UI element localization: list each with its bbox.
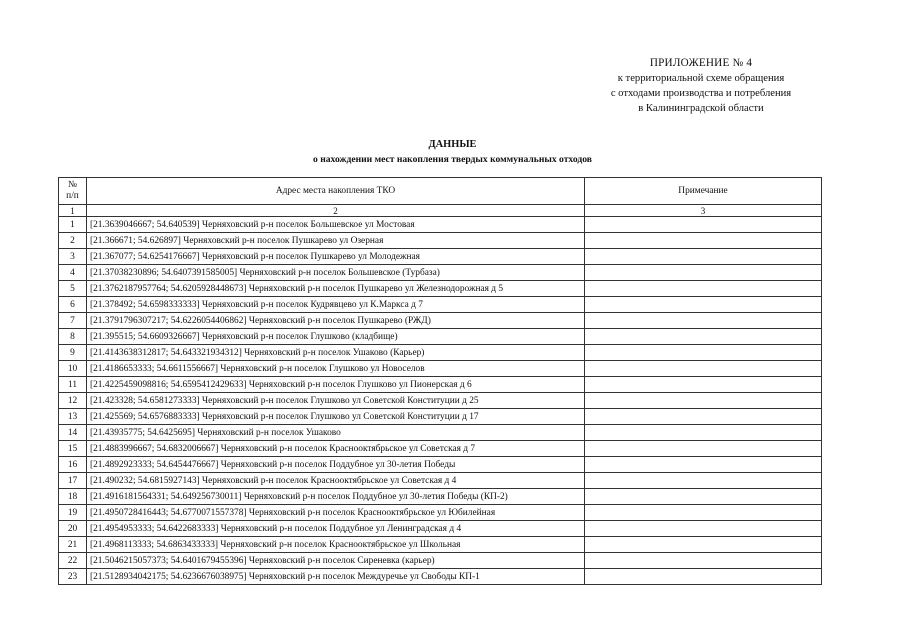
row-note [585,537,822,553]
row-number: 8 [59,329,87,345]
table-row [59,281,822,297]
table-row [59,377,822,393]
tko-sites-table [58,177,822,585]
table-row [59,345,822,361]
appendix-header [560,56,842,116]
column-number-row [59,205,822,217]
table-row [59,505,822,521]
row-number: 20 [59,521,87,537]
row-number: 10 [59,361,87,377]
row-number: 1 [59,217,87,233]
row-address: [21.490232; 54.6815927143] Черняховский р-н поселок Краснооктябрьское ул Советская д 4 [87,473,585,489]
row-address: [21.366671; 54.626897] Черняховский р-н поселок Пушкарево ул Озерная [87,233,585,249]
table-row [59,329,822,345]
table-row [59,537,822,553]
table-row [59,569,822,585]
row-number: 23 [59,569,87,585]
table-row [59,441,822,457]
column-number-1: 1 [59,205,87,217]
row-address: [21.378492; 54.6598333333] Черняховский р-н поселок Кудрявцево ул К.Маркса д 7 [87,297,585,313]
appendix-heading: ПРИЛОЖЕНИЕ № 4 [649,57,753,69]
table-row [59,553,822,569]
row-number: 3 [59,249,87,265]
row-note [585,489,822,505]
row-number: 4 [59,265,87,281]
row-number: 18 [59,489,87,505]
row-number: 9 [59,345,87,361]
table-row [59,521,822,537]
row-address: [21.425569; 54.6576883333] Черняховский р-н поселок Глушково ул Советской Конституции д 17 [87,409,585,425]
table-row [59,457,822,473]
row-address: [21.4225459098816; 54.6595412429633] Черняховский р-н поселок Глушково ул Пионерская д 6 [87,377,585,393]
row-note [585,345,822,361]
title-subtitle: о нахождении мест накопления твердых коммунальных отходов [313,154,592,165]
row-note [585,265,822,281]
row-note [585,553,822,569]
row-address: [21.43935775; 54.6425695] Черняховский р-н поселок Ушаково [87,425,585,441]
row-number: 5 [59,281,87,297]
table-body [59,217,822,585]
row-note [585,313,822,329]
row-number: 11 [59,377,87,393]
row-number: 13 [59,409,87,425]
row-note [585,249,822,265]
column-number-2: 2 [87,205,585,217]
row-number: 7 [59,313,87,329]
table-row [59,313,822,329]
row-number: 2 [59,233,87,249]
row-note [585,329,822,345]
appendix-line-2: с отходами производства и потребления [610,88,792,99]
row-address: [21.4954953333; 54.6422683333] Черняховский р-н поселок Поддубное ул Ленинградская д 4 [87,521,585,537]
table-row [59,361,822,377]
table-row [59,393,822,409]
row-address: [21.4968113333; 54.6863433333] Черняховский р-н поселок Краснооктябрьское ул Школьная [87,537,585,553]
row-number: 19 [59,505,87,521]
table-row [59,217,822,233]
row-note [585,505,822,521]
row-address: [21.4186653333; 54.6611556667] Черняховский р-н поселок Глушково ул Новоселов [87,361,585,377]
row-number: 22 [59,553,87,569]
row-address: [21.395515; 54.6609326667] Черняховский р-н поселок Глушково (кладбище) [87,329,585,345]
appendix-line-3: в Калининградской области [638,103,764,114]
row-address: [21.4916181564331; 54.649256730011] Черняховский р-н поселок Поддубное ул 30-летия Победы (КП-2) [87,489,585,505]
row-address: [21.4143638312817; 54.643321934312] Черняховский р-н поселок Ушаково (Карьер) [87,345,585,361]
row-address: [21.4950728416443; 54.6770071557378] Черняховский р-н поселок Краснооктябрьское ул Юбилейная [87,505,585,521]
row-number: 21 [59,537,87,553]
row-note [585,441,822,457]
row-address: [21.3791796307217; 54.6226054406862] Черняховский р-н поселок Пушкарево (РЖД) [87,313,585,329]
row-note [585,217,822,233]
row-address: [21.367077; 54.6254176667] Черняховский р-н поселок Пушкарево ул Молодежная [87,249,585,265]
table-row [59,473,822,489]
row-address: [21.3639046667; 54.640539] Черняховский р-н поселок Большевское ул Мостовая [87,217,585,233]
title-main: ДАННЫЕ [428,139,477,150]
row-number: 6 [59,297,87,313]
header-number [59,178,87,205]
row-note [585,457,822,473]
row-note [585,377,822,393]
table-row [59,409,822,425]
row-number: 16 [59,457,87,473]
table-row [59,425,822,441]
row-note [585,409,822,425]
column-number-3: 3 [585,205,822,217]
table-row [59,489,822,505]
row-address: [21.3762187957764; 54.6205928448673] Черняховский р-н поселок Пушкарево ул Железнодорожная д 5 [87,281,585,297]
row-note [585,521,822,537]
row-address: [21.423328; 54.6581273333] Черняховский р-н поселок Глушково ул Советской Конституции д 25 [87,393,585,409]
table-row [59,233,822,249]
row-number: 17 [59,473,87,489]
row-note [585,393,822,409]
header-number-line2: п/п [66,191,79,201]
row-note [585,233,822,249]
row-address: [21.4892923333; 54.6454476667] Черняховский р-н поселок Поддубное ул 30-летия Победы [87,457,585,473]
row-note [585,297,822,313]
header-address: Адрес места накопления ТКО [87,178,585,205]
appendix-line-1: к территориальной схеме обращения [617,73,785,84]
row-number: 12 [59,393,87,409]
row-number: 14 [59,425,87,441]
table-row [59,297,822,313]
row-note [585,361,822,377]
row-address: [21.4883996667; 54.6832006667] Черняховский р-н поселок Краснооктябрьское ул Советская д 7 [87,441,585,457]
row-number: 15 [59,441,87,457]
table-header-row [59,178,822,205]
row-address: [21.37038230896; 54.6407391585005] Черняховский р-н поселок Большевское (Турбаза) [87,265,585,281]
row-note [585,473,822,489]
header-number-line1: № [68,180,77,190]
table-row [59,265,822,281]
row-address: [21.5046215057373; 54.6401679455396] Черняховский р-н поселок Сиреневка (карьер) [87,553,585,569]
row-note [585,425,822,441]
row-address: [21.5128934042175; 54.6236676038975] Черняховский р-н поселок Междуречье ул Свободы КП-1 [87,569,585,585]
table-row [59,249,822,265]
document-title [0,137,905,167]
header-note: Примечание [585,178,822,205]
row-note [585,281,822,297]
row-note [585,569,822,585]
